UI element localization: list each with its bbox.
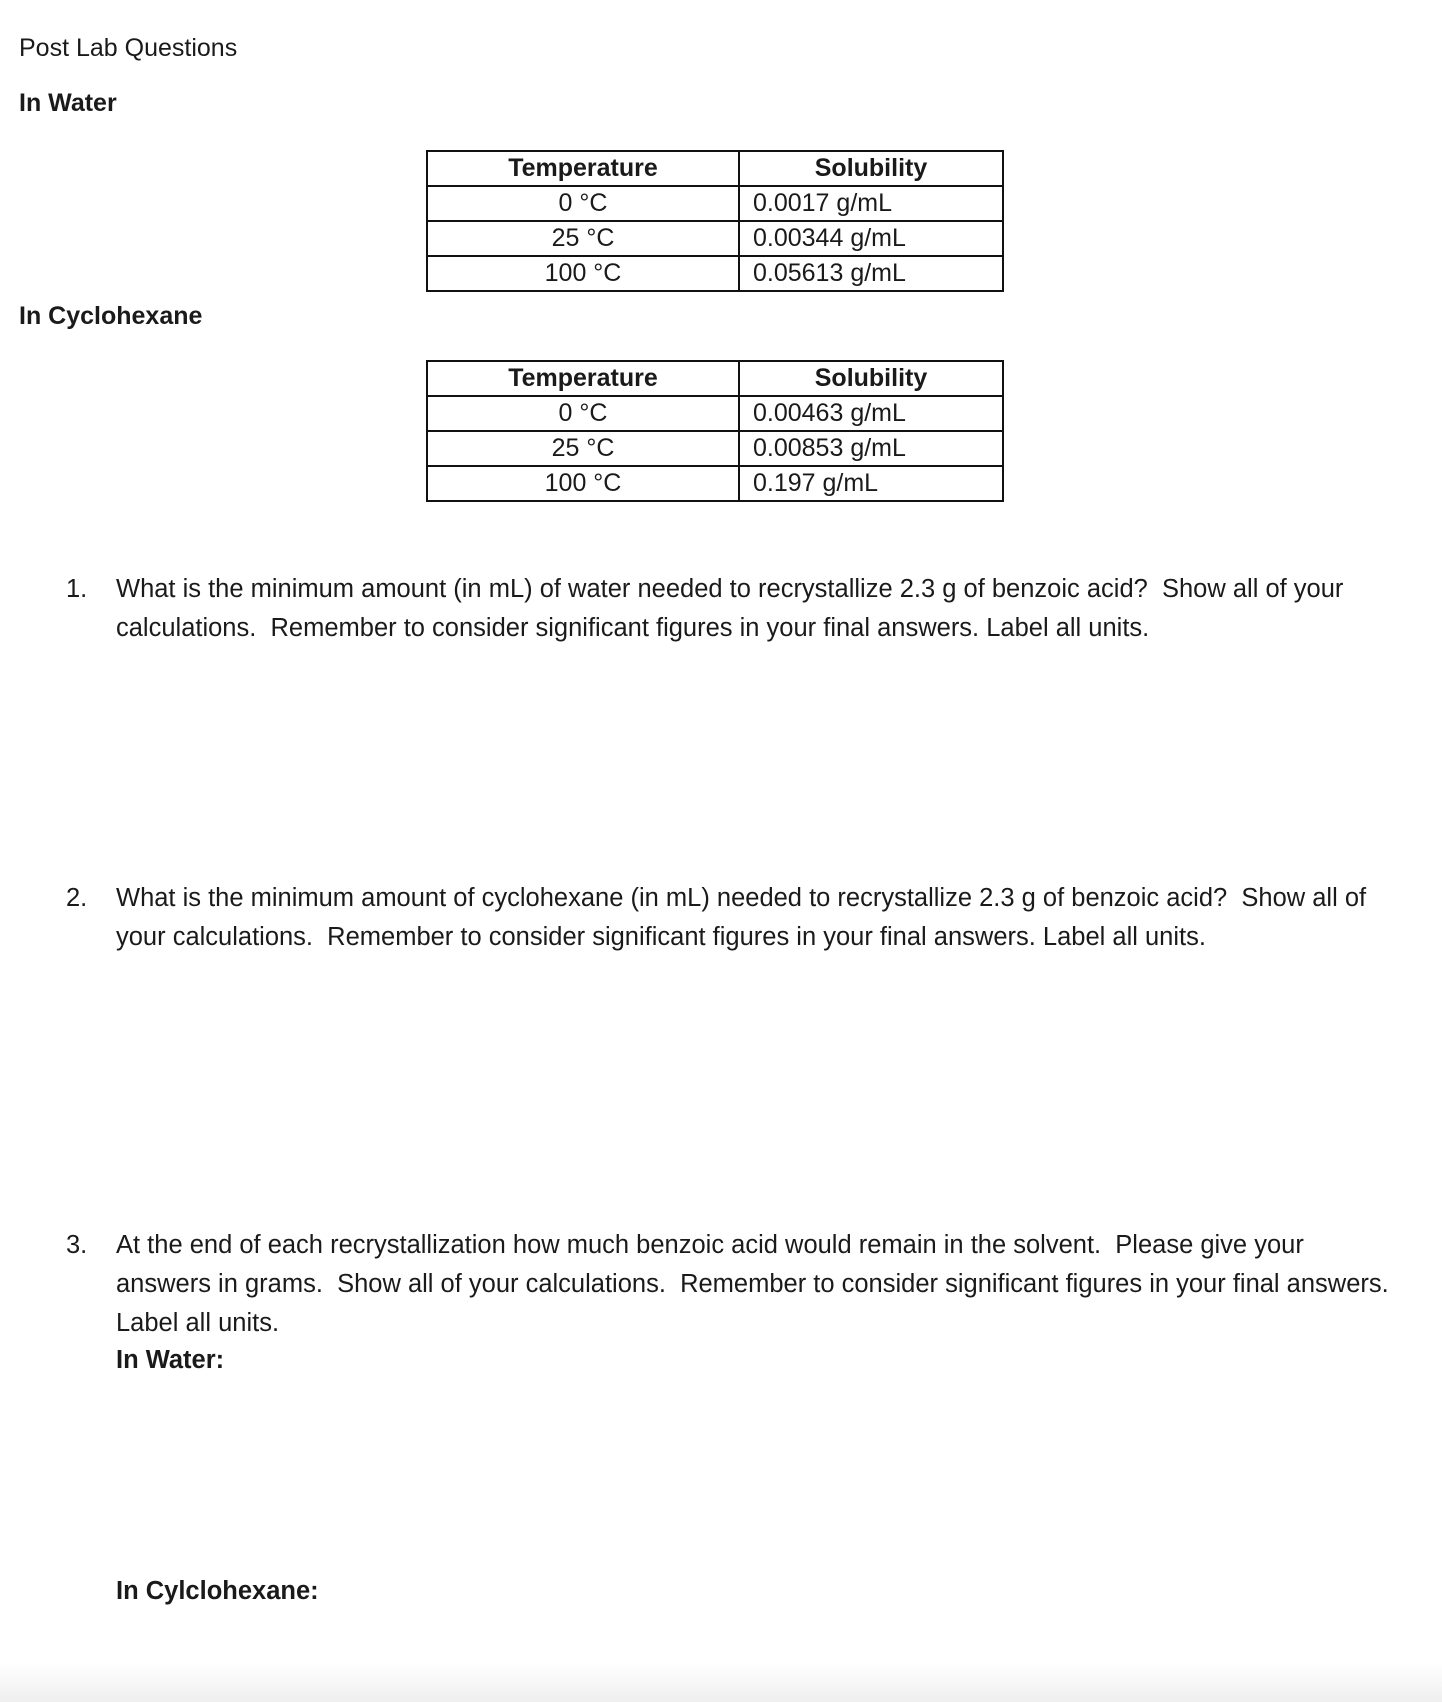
question-2 [66,879,1442,957]
cyclohexane-section-heading: In Cyclohexane [19,302,203,330]
solubility-cell: 0.00344 g/mL [739,221,1003,256]
solubility-cell: 0.00463 g/mL [739,396,1003,431]
water-solubility-table [426,150,1004,292]
table-row [427,256,1003,291]
table-header-row [427,151,1003,186]
page-edge-shadow [0,1662,1442,1702]
question-number: 2. [66,884,88,912]
temperature-cell: 100 °C [427,466,739,501]
temperature-cell: 0 °C [427,396,739,431]
solubility-cell: 0.197 g/mL [739,466,1003,501]
table-row [427,221,1003,256]
table-row [427,396,1003,431]
solubility-cell: 0.0017 g/mL [739,186,1003,221]
answer-label-water: In Water: [116,1346,225,1374]
question-number: 3. [66,1231,88,1259]
temperature-cell: 0 °C [427,186,739,221]
temperature-cell: 25 °C [427,221,739,256]
question-3 [66,1226,1442,1343]
temperature-cell: 25 °C [427,431,739,466]
question-number: 1. [66,575,88,603]
solubility-header: Solubility [739,151,1003,186]
table-row [427,466,1003,501]
question-text: What is the minimum amount (in mL) of water needed to recrystallize 2.3 g of benzoic acid? Show all of your calculations. Remember to consider significant figures in your final answers. Label all units. [116,575,1344,642]
table-header-row [427,361,1003,396]
solubility-header: Solubility [739,361,1003,396]
temperature-header: Temperature [427,361,739,396]
cyclohexane-solubility-table [426,360,1004,502]
table-row [427,431,1003,466]
question-1 [66,570,1442,648]
solubility-cell: 0.05613 g/mL [739,256,1003,291]
page-title: Post Lab Questions [19,34,238,62]
temperature-header: Temperature [427,151,739,186]
answer-label-cyclohexane: In Cylclohexane: [116,1577,319,1605]
table-row [427,186,1003,221]
temperature-cell: 100 °C [427,256,739,291]
water-section-heading: In Water [19,89,117,117]
question-text: At the end of each recrystallization how much benzoic acid would remain in the solvent. Please give your answers in grams. Show all of your calculations. Remember to consider significant figures in your final answers. Label all units. [116,1231,1389,1337]
solubility-cell: 0.00853 g/mL [739,431,1003,466]
question-text: What is the minimum amount of cyclohexane (in mL) needed to recrystallize 2.3 g of benzoic acid? Show all of your calculations. Remember to consider significant figures in your final answers. Label all units. [116,884,1367,951]
